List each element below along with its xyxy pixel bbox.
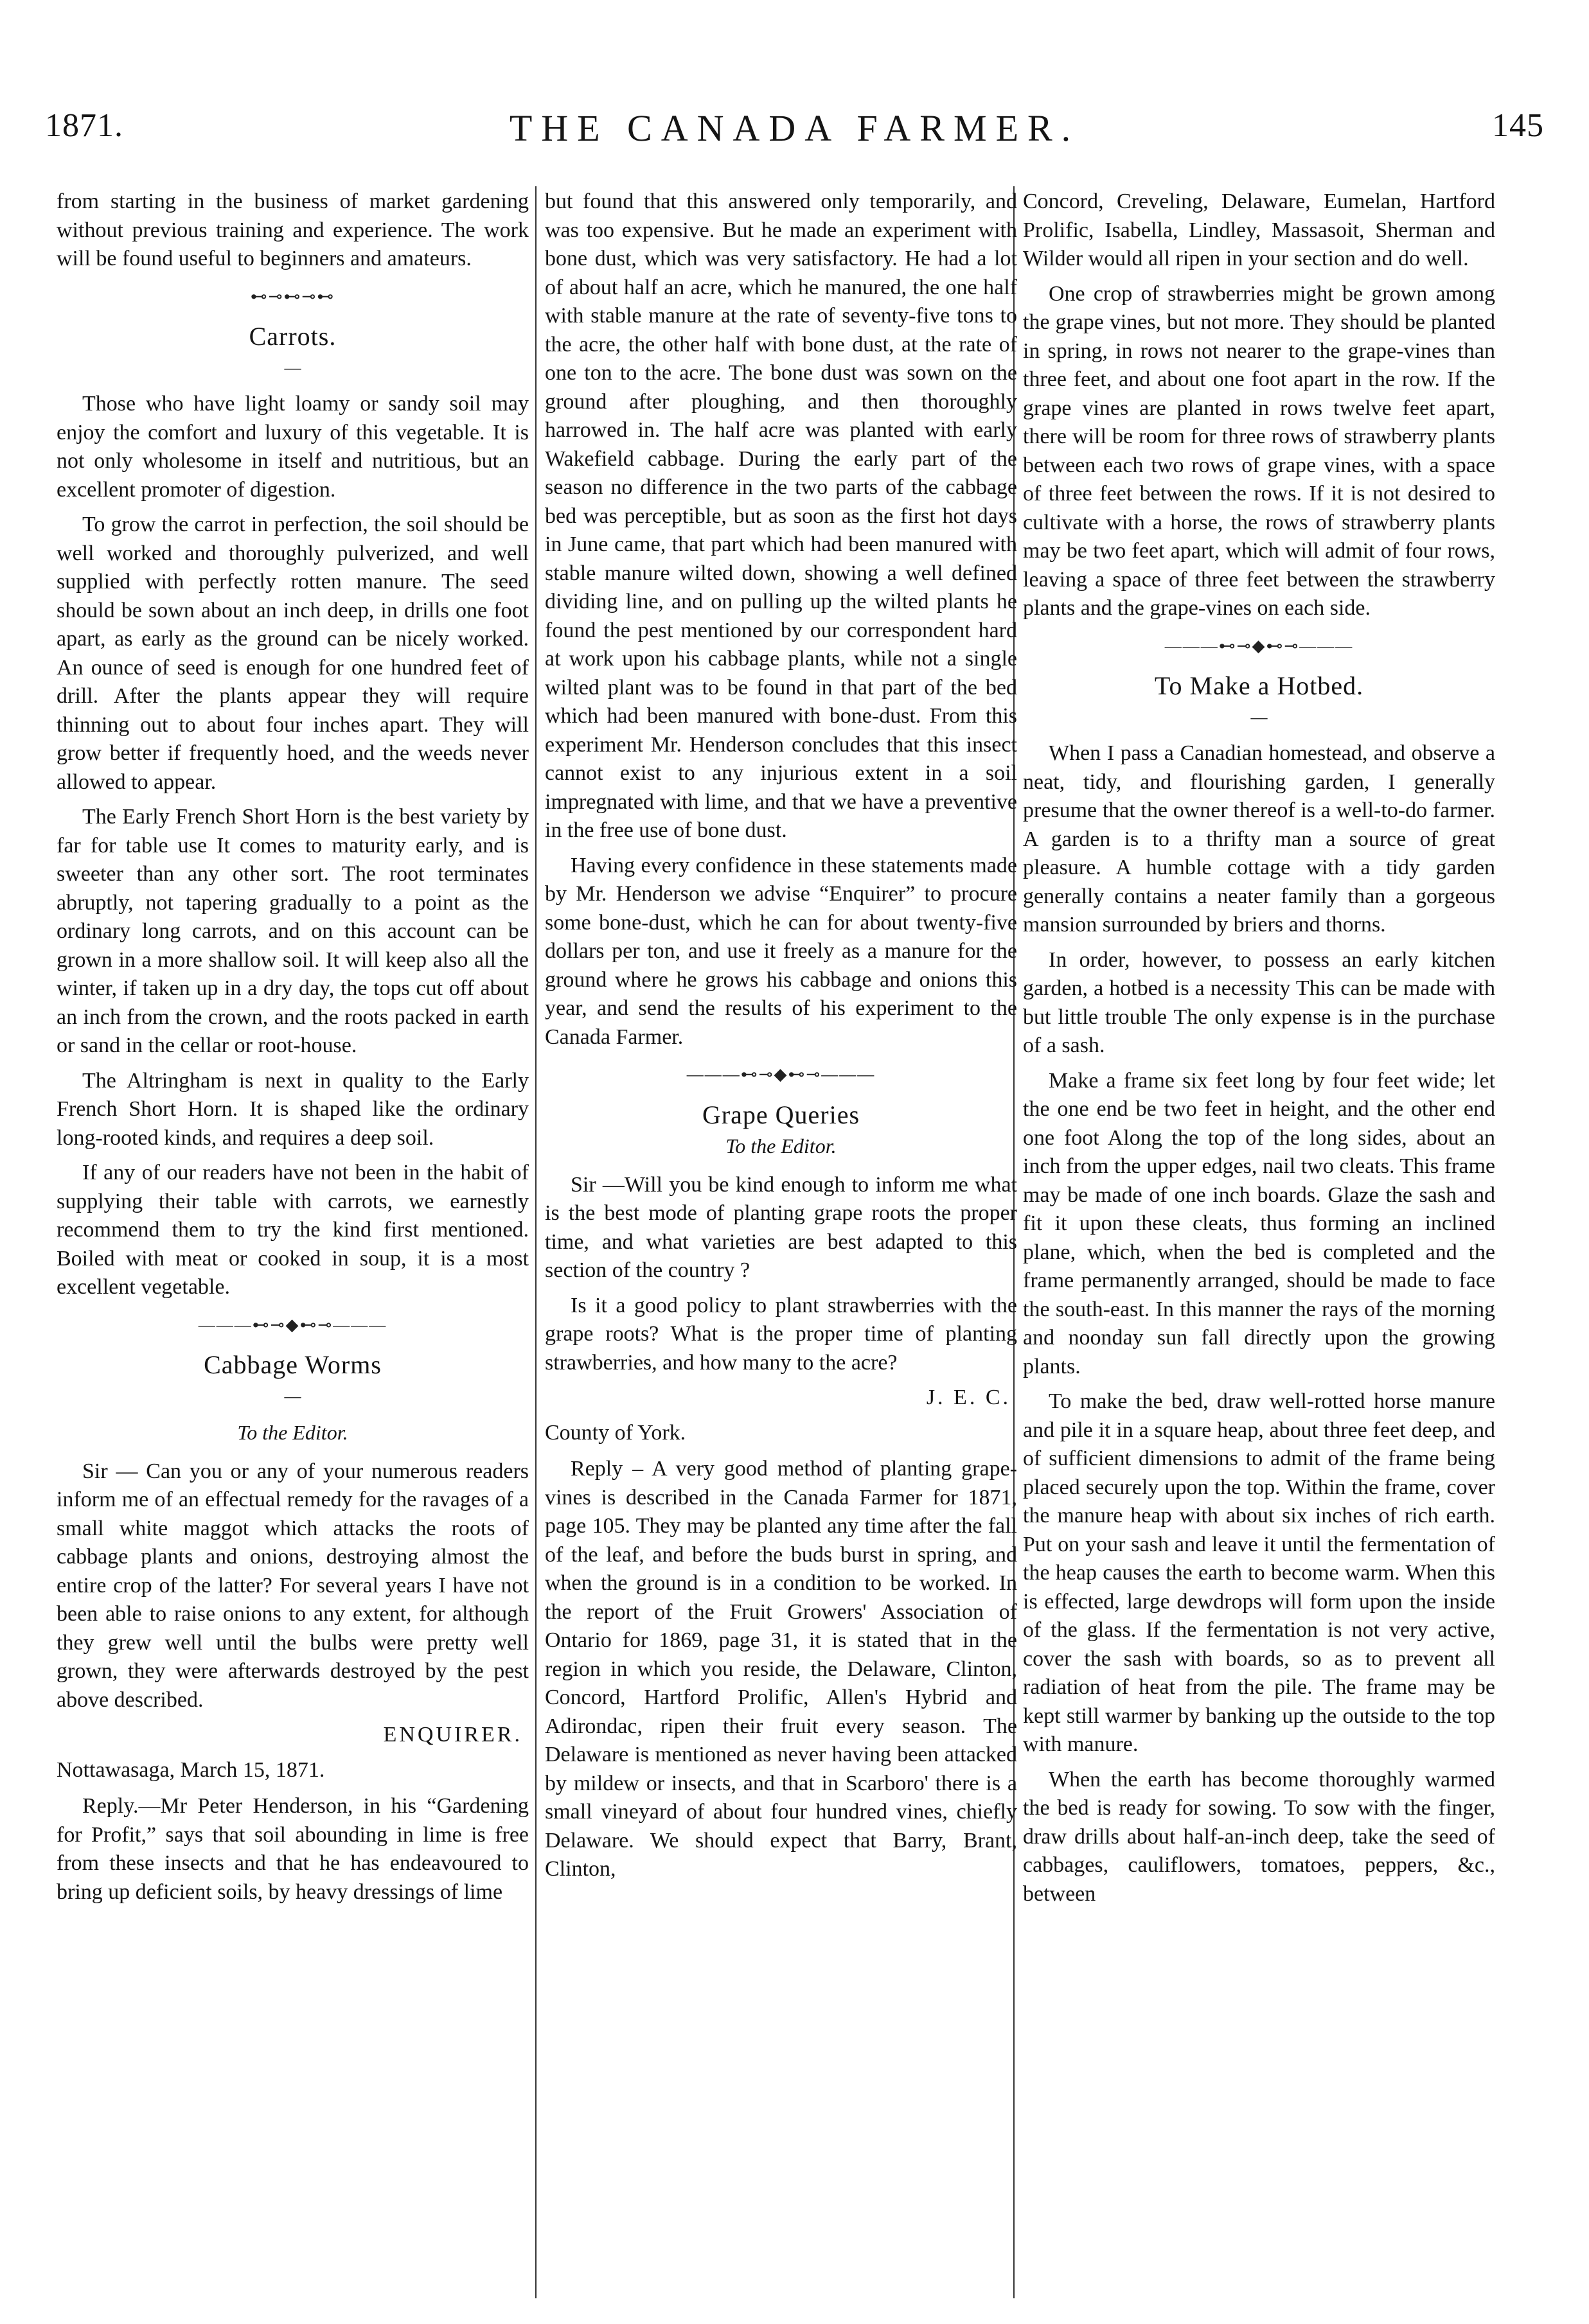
paragraph: If any of our readers have not been in the habit of supplying their table with carrots, we earnestly recommend them to try the kind first mentioned. Boiled with meat or cooked in soup, it is a most excellent vegetable.	[57, 1161, 529, 1299]
article-heading-carrots: Carrots.	[249, 322, 337, 351]
column-3	[1023, 188, 1495, 1915]
paragraph: Reply – A very good method of planting grape-vines is described in the Canada Farmer for 1871, page 105. They may be planted any time after the fall of the leaf, and before the buds burst in spring, and when the ground is in a condition to be worked. In the report of the Fruit Growers' Association of Ontario for 1869, page 31, it is stated that in the region in which you reside, the Delaware, Clinton, Concord, Hartford Prolific, Allen's Hybrid and Adirondac, ripen their fruit every season. The Delaware is mentioned as never having been attacked by mildew or insects, and that in Scarboro' there is a small vineyard of about four hundred vines, chiefly Delaware. We should expect that Barry, Brant, Clinton,	[545, 1457, 1017, 1881]
heading-dash: —	[284, 358, 301, 377]
article-heading-grape-queries: Grape Queries	[702, 1100, 860, 1129]
article-heading-hotbed: To Make a Hotbed.	[1154, 671, 1364, 700]
ornament-divider: ———⊷⊸◆⊷⊸———	[686, 1065, 876, 1084]
paragraph: The Altringham is next in quality to the Early French Short Horn. It is shaped like the ordinary long-rooted kinds, and requires a deep soil.	[57, 1068, 529, 1150]
paragraph: Reply.—Mr Peter Henderson, in his “Gardening for Profit,” says that soil abounding in lime is free from these insects and that he has endeavoured to bring up deficient soils, by heavy dressings of lime	[57, 1794, 529, 1904]
ornament-divider: ———⊷⊸◆⊷⊸———	[1164, 636, 1354, 655]
header-year: 1871.	[45, 107, 123, 144]
letter-signature: ENQUIRER.	[383, 1723, 522, 1747]
salutation: To the Editor.	[725, 1134, 837, 1158]
paragraph: Make a frame six feet long by four feet wide; let the one end be two feet in height, and the other end one foot Along the top of the long sides, about an inch from the upper edges, nail two cleats. This frame may be made of one inch boards. Glaze the sash and fit it upon these cleats, thus forming an inclined plane, which, when the bed is completed and the frame permanently arranged, should be made to face the south-east. In this manner the rays of the morning and noonday sun fall directly upon the growing plants.	[1023, 1068, 1495, 1378]
ornament-divider: ———⊷⊸◆⊷⊸———	[198, 1315, 387, 1334]
paragraph: When I pass a Canadian homestead, and observe a neat, tidy, and flourishing garden, I generally presume that the owner thereof is a well-to-do farmer. A garden is to a thrifty man a source of great pleasure. A humble cottage with a tidy garden generally contains a neater family than a gorgeous mansion surrounded by briers and thorns.	[1023, 741, 1495, 937]
paragraph: Concord, Creveling, Delaware, Eumelan, Hartford Prolific, Isabella, Lindley, Massasoit, Sherman and Wilder would all ripen in your section and do well.	[1023, 189, 1495, 270]
masthead-title: THE CANADA FARMER.	[509, 107, 1080, 149]
letter-place-date: Nottawasaga, March 15, 1871.	[57, 1757, 325, 1782]
column-1	[57, 188, 529, 1913]
paragraph: Sir —Will you be kind enough to inform me what is the best mode of planting grape roots the proper time, and what varieties are best adapted to this section of the country ?	[545, 1172, 1017, 1282]
letter-signature: J. E. C.	[926, 1386, 1011, 1409]
column-rule	[535, 186, 537, 2298]
ornament-divider: ⊷⊸⊷⊸⊷	[250, 286, 335, 306]
paragraph: To grow the carrot in perfection, the soil should be well worked and thoroughly pulverized, and well supplied with perfectly rotten manure. The seed should be sown about an inch deep, in drills one foot apart, as early as the ground can be nicely worked. An ounce of seed is enough for one hundred feet of drill. After the plants appear they will require thinning out to about four inches apart. They will grow better if frequently hoed, and the weeds never allowed to appear.	[57, 513, 529, 794]
paragraph: but found that this answered only temporarily, and was too expensive. But he made an experiment with bone dust, which was very satisfactory. He had a lot of about half an acre, which he manured, the one half with stable manure at the rate of seventy-five tons to the acre, the other half with bone dust, at the rate of one ton to the acre. The bone dust was sown on the ground after ploughing, and then thoroughly harrowed in. The half acre was planted with early Wakefield cabbage. During the early part of the season no difference in the two parts of the cabbage bed was perceptible, but as soon as the first hot days in June came, that part which had been manured with stable manure wilted down, showing a well defined dividing line, and on pulling up the wilted plants he found the pest mentioned by our correspondent hard at work upon his cabbage plants, while not a single wilted plant was to be found in that part of the bed which had been manured with bone-dust. From this experiment Mr. Henderson concludes that this insect cannot exist to any injurious extent in a soil impregnated with lime, and that we have a preventive in the free use of bone dust.	[545, 189, 1017, 842]
paragraph: When the earth has become thoroughly warmed the bed is ready for sowing. To sow with the finger, draw drills about half-an-inch deep, take the seed of cabbages, cauliflowers, tomatoes, peppers, &c., between	[1023, 1767, 1495, 1906]
paragraph: from starting in the business of market gardening without previous training and experience. The work will be found useful to beginners and amateurs.	[57, 189, 529, 270]
paragraph: In order, however, to possess an early kitchen garden, a hotbed is a necessity This can be made with but little trouble The only expense is in the purchase of a sash.	[1023, 947, 1495, 1057]
article-heading-cabbage-worms: Cabbage Worms	[204, 1350, 382, 1379]
heading-dash: —	[1250, 707, 1268, 726]
paragraph: Those who have light loamy or sandy soil may enjoy the comfort and luxury of this vegetable. It is not only wholesome in itself and nutritious, but an excellent promoter of digestion.	[57, 392, 529, 502]
letter-place: County of York.	[545, 1420, 686, 1445]
salutation: To the Editor.	[237, 1421, 348, 1444]
paragraph: Is it a good policy to plant strawberries with the grape roots? What is the proper time of planting strawberries, and how many to the acre?	[545, 1293, 1017, 1375]
paragraph: Having every confidence in these statements made by Mr. Henderson we advise “Enquirer” to procure some bone-dust, which he can for about twenty-five dollars per ton, and use it freely as a manure for the ground where he grows his cabbage and onions this year, and send the results of his experiment to the Canada Farmer.	[545, 853, 1017, 1049]
page-number: 145	[1492, 107, 1544, 144]
page-header	[45, 107, 1544, 164]
paragraph: Sir — Can you or any of your numerous readers inform me of an effectual remedy for the ravages of a small white maggot which attacks the roots of cabbage plants and onions, destroying almost the entire crop of the latter? For several years I have not been able to raise onions to any extent, for although they grew well until the bulbs were pretty well grown, they were afterwards destroyed by the pest above described.	[57, 1459, 529, 1712]
paragraph: The Early French Short Horn is the best variety by far for table use It comes to maturity early, and is sweeter than any other sort. The root terminates abruptly, not tapering gradually to a point as the ordinary long carrots, and on this account can be grown in a more shallow soil. It will keep also all the winter, if taken up in a dry day, the tops cut off about an inch from the crown, and the roots packed in earth or sand in the cellar or root-house.	[57, 805, 529, 1057]
column-2	[545, 188, 1017, 1890]
paragraph: One crop of strawberries might be grown among the grape vines, but not more. They should be planted in spring, in rows not nearer to the grape-vines than three feet, and about one foot apart in the row. If the grape vines are planted in rows twelve feet apart, there will be room for three rows of strawberry plants between each two rows of grape vines, with a space of three feet between the rows. If it is not desired to cultivate with a horse, the rows of strawberry plants may be two feet apart, which will admit of four rows, leaving a space of three feet between the strawberry plants and the grape-vines on each side.	[1023, 281, 1495, 620]
heading-dash: —	[284, 1386, 301, 1405]
paragraph: To make the bed, draw well-rotted horse manure and pile it in a square heap, about three feet deep, and of sufficient dimensions to admit of the frame being placed securely upon the top. Within the frame, cover the manure heap with about six inches of rich earth. Put on your sash and leave it until the fermentation of the heap causes the earth to become warm. When this is effected, large dewdrops will form upon the inside of the glass. If the fermentation is not very active, cover the sash with boards, so as to prevent all radiation of heat from the pile. The frame may be kept still warmer by banking up the outside to the top with manure.	[1023, 1389, 1495, 1756]
